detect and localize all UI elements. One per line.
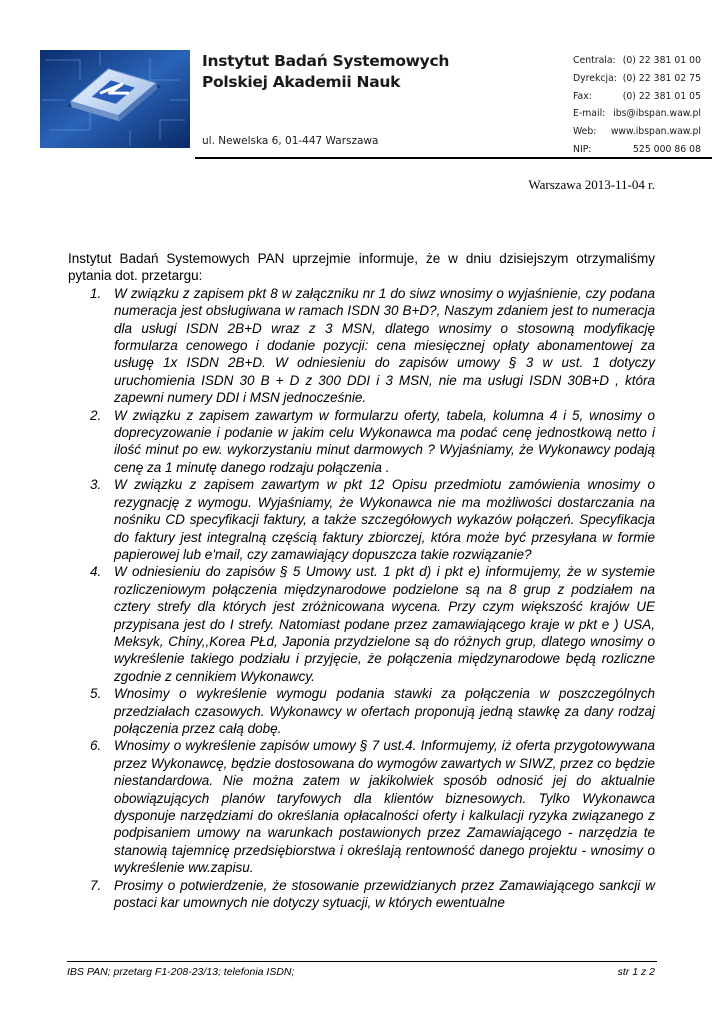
item-text: W związku z zapisem zawartym w pkt 12 Opisu przedmiotu zamówienia wnosimy o rezygnację z wymogu. Wyjaśniamy, że Wykonawca nie ma możliwości dostarczania na nośniku CD specyfikacji faktury, a także szczegółowych wykazów połączeń. Specyfikacja do faktury jest integralną częścią faktury zbiorczej, która może być przesyłana w formie papierowej lub e'mail, czy zamawiający dopuszcza takie rozwiązanie? <box>114 477 655 562</box>
contact-row-dyrekcja <box>573 70 701 88</box>
institute-name-line2: Polskiej Akademii Nauk <box>202 73 401 91</box>
contact-label: Web: <box>573 126 597 138</box>
contact-value: (0) 22 381 02 75 <box>622 72 701 84</box>
header-divider <box>195 157 712 159</box>
footer-divider <box>67 961 657 962</box>
contact-value: 525 000 86 08 <box>632 143 701 155</box>
contact-value: (0) 22 381 01 05 <box>622 90 701 102</box>
contact-list <box>573 52 701 159</box>
contact-row-centrala <box>573 52 701 70</box>
list-item <box>68 285 655 407</box>
list-item <box>68 563 655 685</box>
question-list <box>68 285 655 912</box>
document-date: Warszawa 2013-11-04 r. <box>528 177 655 192</box>
document-body <box>68 250 655 911</box>
item-text: W odniesieniu do zapisów § 5 Umowy ust. 1 pkt d) i pkt e) informujemy, że w systemie rozliczeniowym połączenia międzynarodowe podzielone są na 8 grup z podziałem na cztery strefy dla których jest zróżnicowana wycena. Przy czym większość krajów UE przypisana jest do I strefy. Natomiast podane przez zamawiającego kraje w pkt e ) USA, Meksyk, Chiny,,Korea PŁd, Japonia przydzielone są do różnych grup, dlatego wnosimy o wykreślenie takiego podziału i przyjęcie, że połączenia międzynarodowe będą rozliczne zgodnie z cennikiem Wykonawcy. <box>114 564 655 684</box>
intro-paragraph: Instytut Badań Systemowych PAN uprzejmie informuje, że w dniu dzisiejszym otrzymaliśmy pytania dot. przetargu: <box>68 251 655 284</box>
institute-name <box>202 51 449 93</box>
page-number: str 1 z 2 <box>617 966 655 978</box>
contact-value: ibs@ibspan.waw.pl <box>613 108 701 120</box>
item-number: 3. <box>90 477 102 493</box>
contact-value: www.ibspan.waw.pl <box>610 126 701 138</box>
item-number: 5. <box>90 686 102 702</box>
item-number: 7. <box>90 877 102 893</box>
contact-row-fax <box>573 88 701 106</box>
item-number: 2. <box>90 407 102 423</box>
contact-row-web <box>573 123 701 141</box>
institute-address: ul. Newelska 6, 01-447 Warszawa <box>202 135 379 147</box>
item-number: 6. <box>90 738 102 754</box>
contact-label: E-mail: <box>573 108 606 120</box>
item-text: Prosimy o potwierdzenie, że stosowanie przewidzianych przez Zamawiającego sankcji w postaci kar umownych nie dotyczy sytuacji, w których ewentualne <box>114 877 655 911</box>
list-item <box>68 877 655 912</box>
list-item <box>68 476 655 563</box>
item-number: 4. <box>90 564 102 580</box>
list-item <box>68 737 655 876</box>
contact-value: (0) 22 381 01 00 <box>622 55 701 66</box>
item-text: W związku z zapisem pkt 8 w załączniku nr 1 do siwz wnosimy o wyjaśnienie, czy podana numeracja jest obsługiwana w ramach ISDN 30 B+D?, Naszym zdaniem jest to numeracja dla usługi ISDN 2B+D wraz z 3 MSN, dlatego wnosimy o stosowną modyfikację formularza cenowego i dodanie pozycji: cena miesięcznej opłaty abonamentowej za usługę 1x ISDN 2B+D. W odniesieniu do zapisów umowy § 3 w ust. 1 dotyczy uruchomienia ISDN 30 B + D z 300 DDI i 3 MSN, nie ma usługi ISDN 30B+D , która zapewni numery DDI i MSN jednocześnie. <box>114 285 655 406</box>
institute-name-line1: Instytut Badań Systemowych <box>202 52 450 70</box>
contact-label: Centrala: <box>573 55 616 66</box>
contact-label: Dyrekcja: <box>573 72 617 84</box>
list-item <box>68 685 655 737</box>
contact-label: NIP: <box>573 143 592 155</box>
item-number: 1. <box>90 285 102 301</box>
contact-row-email <box>573 105 701 123</box>
footer-reference: IBS PAN; przetarg F1-208-23/13; telefonia ISDN; <box>67 966 295 978</box>
item-text: Wnosimy o wykreślenie wymogu podania stawki za połączenia w poszczególnych przedziałach czasowych. Wykonawcy w ofertach proponują jedną stawkę za dany rodzaj połączenia przez całą dobę. <box>114 686 655 736</box>
item-text: Wnosimy o wykreślenie zapisów umowy § 7 ust.4. Informujemy, iż oferta przygotowywana przez Wykonawcę, będzie dostosowana do wymogów zawartych w SIWZ, przez co będzie niestandardowa. Nie można zatem w jakikolwiek sposób odnosić jej do aktualnie obowiązujących planów taryfowych dla klientów biznesowych. Tylko Wykonawca dysponuje narzędziami do określania opłacalności oferty i kalkulacji ryzyka związanego z podpisaniem umowy na warunkach postawionych przez Zamawiającego - narzędzia te stanowią tajemnicę przedsiębiorstwa i określają rentowność danego projektu - wnosimy o wykreślenie ww.zapisu. <box>114 738 655 876</box>
item-text: W związku z zapisem zawartym w formularzu oferty, tabela, kolumna 4 i 5, wnosimy o doprecyzowanie i podanie w jakim celu Wykonawca ma podać cenę jednostkową netto i ilość minut po ew. wykorzystaniu minut darmowych ? Wyjaśniamy, że Wykonawcy podają cenę za 1 minutę danego rodzaju połączenia . <box>114 407 655 475</box>
chip-logo-icon <box>40 50 190 148</box>
list-item <box>68 407 655 477</box>
contact-label: Fax: <box>573 90 592 102</box>
